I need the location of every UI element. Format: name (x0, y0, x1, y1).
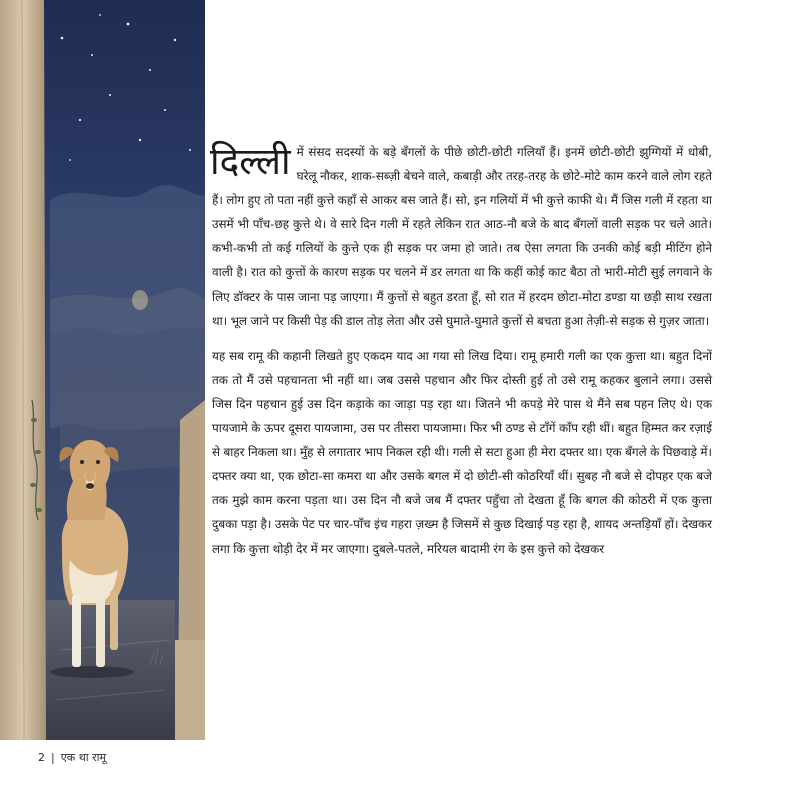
night-alley-illustration (0, 0, 205, 740)
watercolor-scene (0, 0, 205, 740)
footer-separator: | (51, 751, 55, 764)
paragraph-1-text: में संसद सदस्यों के बड़े बँगलों के पीछे छोटी-छोटी गलियाँ हैं। इनमें छोटी-छोटी झुग्गियों में धोबी, घरेलू नौकर, शाक-सब्ज़ी बेचने वाले, कबाड़ी और तरह-तरह के छोटे-मोटे काम करने वाले लोग रहते हैं। लोग हुए तो पता नहीं कुत्ते कहाँ से आकर बस जाते हैं। सो, इन गलियों में भी कुत्ते काफी थे। मैं जिस गली में रहता था उसमें भी पाँच-छह कुत्ते थे। वे सारे दिन गली में रहते लेकिन रात आठ-नौ बजे के बाद बँगलों वाली सड़क पर चले आते। कभी-कभी तो कई गलियों के कुत्ते एक ही सड़क पर जमा हो जाते। तब ऐसा लगता कि उनकी कोई बड़ी मीटिंग होने वाली है। रात को कुत्तों के कारण सड़क पर चलने में डर लगता था कि कहीं कोई काट बैठा तो भारी-मोटी सुई लगवाने के लिए डॉक्टर के पास जाना पड़ जाएगा। मैं कुत्तों से बहुत डरता हूँ, सो रात में हरदम छोटा-मोटा डण्डा या छड़ी साथ रखता था। भूल जाने पर किसी पेड़ की डाल तोड़ लेता और उसे घुमाते-घुमाते कुत्तों से बचता हुआ तेज़ी-से सड़क से गुज़र जाता। (212, 145, 712, 328)
lamp-glow (132, 290, 148, 310)
dropcap-word: दिल्ली (210, 140, 291, 183)
paragraph-2: यह सब रामू की कहानी लिखते हुए एकदम याद आ गया सो लिख दिया। रामू हमारी गली का एक कुत्ता था। बहुत दिनों तक तो मैं उसे पहचानता भी नहीं था। जब उससे पहचान और फिर दोस्ती हुई तो उसे रामू कहकर बुलाने लगा। उससे जिस दिन पहचान हुई उस दिन कड़ाके का जाड़ा पड़ रहा था। जितने भी कपड़े मेरे पास थे मैंने सब पहन लिए थे। एक पायजामे के ऊपर दूसरा पायजामा, उस पर तीसरा पायजामा। फिर भी ठण्ड से टाँगें काँप रही थीं। बहुत हिम्मत कर रज़ाई से बाहर निकला था। मुँह से लगातार भाप निकल रही थी। गली से सटा हुआ ही मेरा दफ्तर था। एक बँगले के पिछवाड़े में। दफ्तर क्या था, एक छोटा-सा कमरा था और उसके बगल में दो छोटी-सी कोठरियाँ थीं। सुबह नौ बजे से दोपहर एक बजे तक मुझे काम करना पड़ता था। उस दिन नौ बजे जब मैं दफ्तर पहुँचा तो देखता हूँ कि बगल की कोठरी में एक कुत्ता दुबका पड़ा है। उसके पेट पर चार-पाँच इंच गहरा ज़ख्म है जिसमें से कुछ दिखाई पड़ रहा है, शायद अन्तड़ियाँ हों। देखकर लगा कि कुत्ता थोड़ी देर में मर जाएगा। दुबले-पतले, मरियल बादामी रंग के इस कुत्ते को देखकर (212, 348, 712, 556)
story-text (212, 140, 712, 572)
page-number: 2 (38, 751, 45, 764)
paragraph-1 (212, 140, 712, 333)
page-footer (38, 750, 106, 765)
book-title: एक था रामू (60, 751, 107, 764)
